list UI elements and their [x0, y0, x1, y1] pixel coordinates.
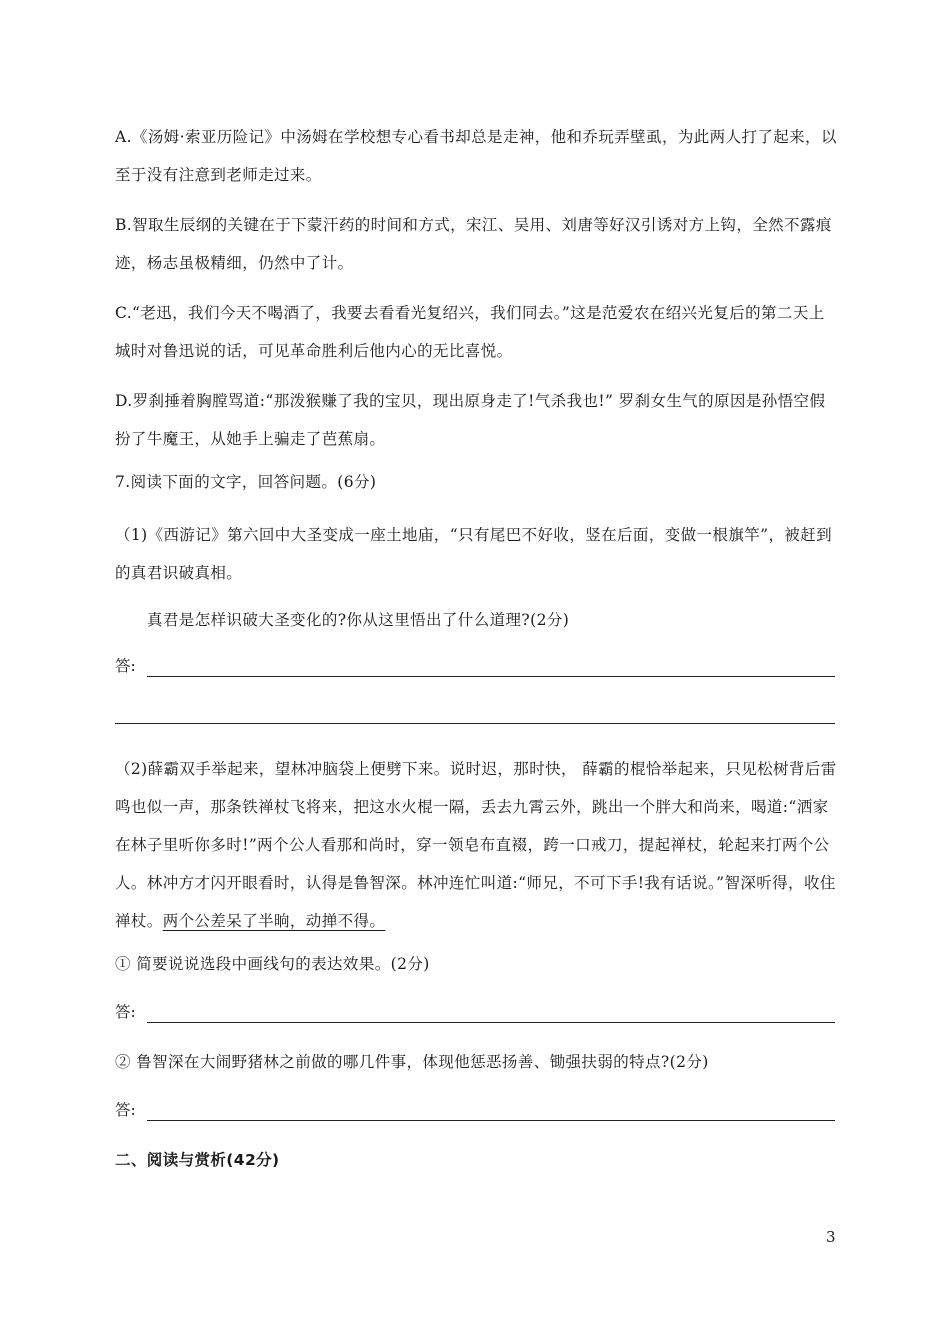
- answer-line-sub1[interactable]: [115, 1000, 835, 1024]
- answer-blank[interactable]: [147, 1120, 835, 1121]
- option-a: A.《汤姆·索亚历险记》中汤姆在学校想专心看书却总是走神，他和乔玩弄壁虱，为此两人打了起来，以至于没有注意到老师走过来。: [115, 128, 837, 184]
- q7-sub2: ② 鲁智深在大闹野猪林之前做的哪几件事，体现他惩恶扬善、锄强扶弱的特点?(2分): [115, 1053, 709, 1071]
- answer-line-1[interactable]: [115, 654, 835, 678]
- option-d: D.罗刹捶着胸膛骂道:“那泼猴赚了我的宝贝，现出原身走了!气杀我也!” 罗刹女生气的原因是孙悟空假扮了牛魔王，从她手上骗走了芭蕉扇。: [115, 392, 826, 448]
- answer-blank-2[interactable]: [115, 723, 835, 724]
- answer-blank[interactable]: [147, 1022, 835, 1023]
- section-2-heading: 二、阅读与赏析(42分): [115, 1151, 280, 1169]
- answer-blank[interactable]: [147, 676, 835, 677]
- page-number: 3: [826, 1228, 836, 1246]
- answer-line-sub2[interactable]: [115, 1098, 835, 1122]
- option-b: B.智取生辰纲的关键在于下蒙汗药的时间和方式，宋江、吴用、刘唐等好汉引诱对方上钩，全然不露痕迹，杨志虽极精细，仍然中了计。: [115, 216, 832, 272]
- answer-label: 答:: [115, 1003, 136, 1021]
- option-c: C.“老迅，我们今天不喝酒了，我要去看看光复绍兴，我们同去。”这是范爱农在绍兴光复后的第二天上城时对鲁迅说的话，可见革命胜利后他内心的无比喜悦。: [115, 304, 825, 360]
- answer-label: 答:: [115, 657, 136, 675]
- question-7-heading: 7.阅读下面的文字，回答问题。(6分): [115, 473, 377, 491]
- q7-part1-question: 真君是怎样识破大圣变化的?你从这里悟出了什么道理?(2分): [147, 611, 570, 629]
- q7-part2-text: [115, 750, 840, 940]
- q7-sub1: ① 简要说说选段中画线句的表达效果。(2分): [115, 955, 430, 973]
- q7-part1-text: （1)《西游记》第六回中大圣变成一座土地庙，“只有尾巴不好收，竖在后面，变做一根旗竿”，被赶到的真君识破真相。: [115, 526, 833, 582]
- q7-part2-passage: （2)薛霸双手举起来，望林冲脑袋上便劈下来。说时迟，那时快， 薛霸的棍恰举起来，只见松树背后雷鸣也似一声，那条铁禅杖飞将来，把这水火棍一隔，丢去九霄云外，跳出一个胖大和尚来，喝道:“洒家在林子里听你多时!”两个公人看那和尚时，穿一领皂布直裰，跨一口戒刀，提起禅杖，轮起来打两个公人。林冲方才闪开眼看时，认得是鲁智深。林冲连忙叫道:“师兄，不可下手!我有话说。”智深听得，收住禅杖。: [115, 760, 837, 930]
- answer-label: 答:: [115, 1101, 136, 1119]
- underlined-sentence: 两个公差呆了半晌，动掸不得。: [162, 912, 386, 930]
